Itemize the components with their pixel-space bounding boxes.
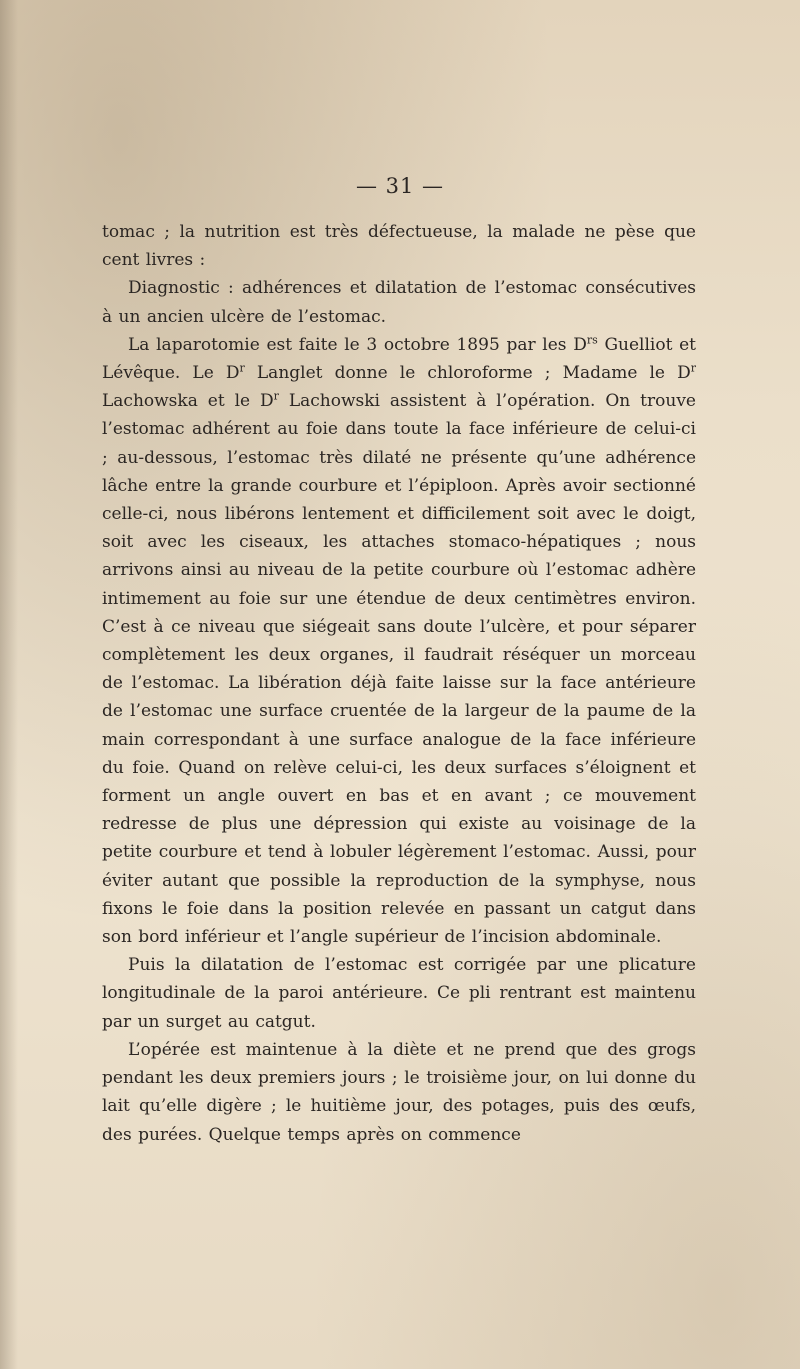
page-edge-shadow (0, 0, 18, 1369)
text-run: Guelliot et Lévêque. Le D (102, 334, 696, 384)
text-run: La laparotomie est faite le 3 octobre 1895 par les D (128, 334, 587, 355)
superscript: r (690, 361, 696, 375)
paragraph-dilatation: Puis la dilatation de l’estomac est corrigée par une plicature longitudinale de la paroi antérieure. Ce pli rentrant est maintenu par un surget au catgut. (102, 955, 696, 1032)
text-run: Langlet donne le chloroforme ; Madame le D (244, 363, 691, 384)
text-run: Lachowski assistent à l’opération. On trouve l’estomac adhérent au foie dans toute la face inférieure de celui-ci ; au-dessous, l’estomac très dilaté ne présente qu’une adhérence lâche entre la grande courbure et l’épiploon. Après avoir sectionné celle-ci, nous libérons lentement et difficilement soit avec le doigt, soit avec les ciseaux, les attaches stomaco-hépatiques ; nous arrivons ainsi au niveau de la petite courbure où l’estomac adhère intimement au foie sur une étendue de deux centimètres environ. C’est à ce niveau que siégeait sans doute l’ulcère, et pour séparer complètement les deux organes, il faudrait réséquer un morceau de l’estomac. La libération déjà faite laisse sur la face antérieure de l’estomac une surface cruentée de la largeur de la paume de la main correspondant à une surface analogue de la face inférieure du foie. Quand on relève celui-ci, les deux surfaces s’éloignent et forment un angle ouvert en bas et en avant ; ce mouvement redresse de plus une dépression qui existe au voisinage de la petite courbure et tend à lobuler légèrement l’estomac. Aussi, pour éviter autant que possible la reproduction de la symphyse, nous fixons le foie dans la position relevée en passant un catgut dans son bord inférieur et l’angle supérieur de l’incision abdominale. (102, 391, 696, 948)
paragraph-operation (102, 331, 696, 951)
superscript: r (273, 389, 279, 403)
text-run: Lachowska et le D (102, 391, 274, 412)
paragraph-diagnostic: Diagnostic : adhérences et dilatation de l’estomac consécutives à un ancien ulcère de l’estomac. (102, 278, 696, 327)
body-text (102, 218, 696, 1149)
paragraph-continuation: tomac ; la nutrition est très défectueuse, la malade ne pèse que cent livres : (102, 222, 696, 271)
superscript: r (239, 361, 245, 375)
page-number: — 31 — (355, 174, 445, 198)
paragraph-post-op: L’opérée est maintenue à la diète et ne prend que des grogs pendant les deux premiers jours ; le troisième jour, on lui donne du lait qu’elle digère ; le huitième jour, des potages, puis des œufs, des purées. Quelque temps après on commence (102, 1039, 696, 1145)
superscript: rs (586, 333, 598, 347)
